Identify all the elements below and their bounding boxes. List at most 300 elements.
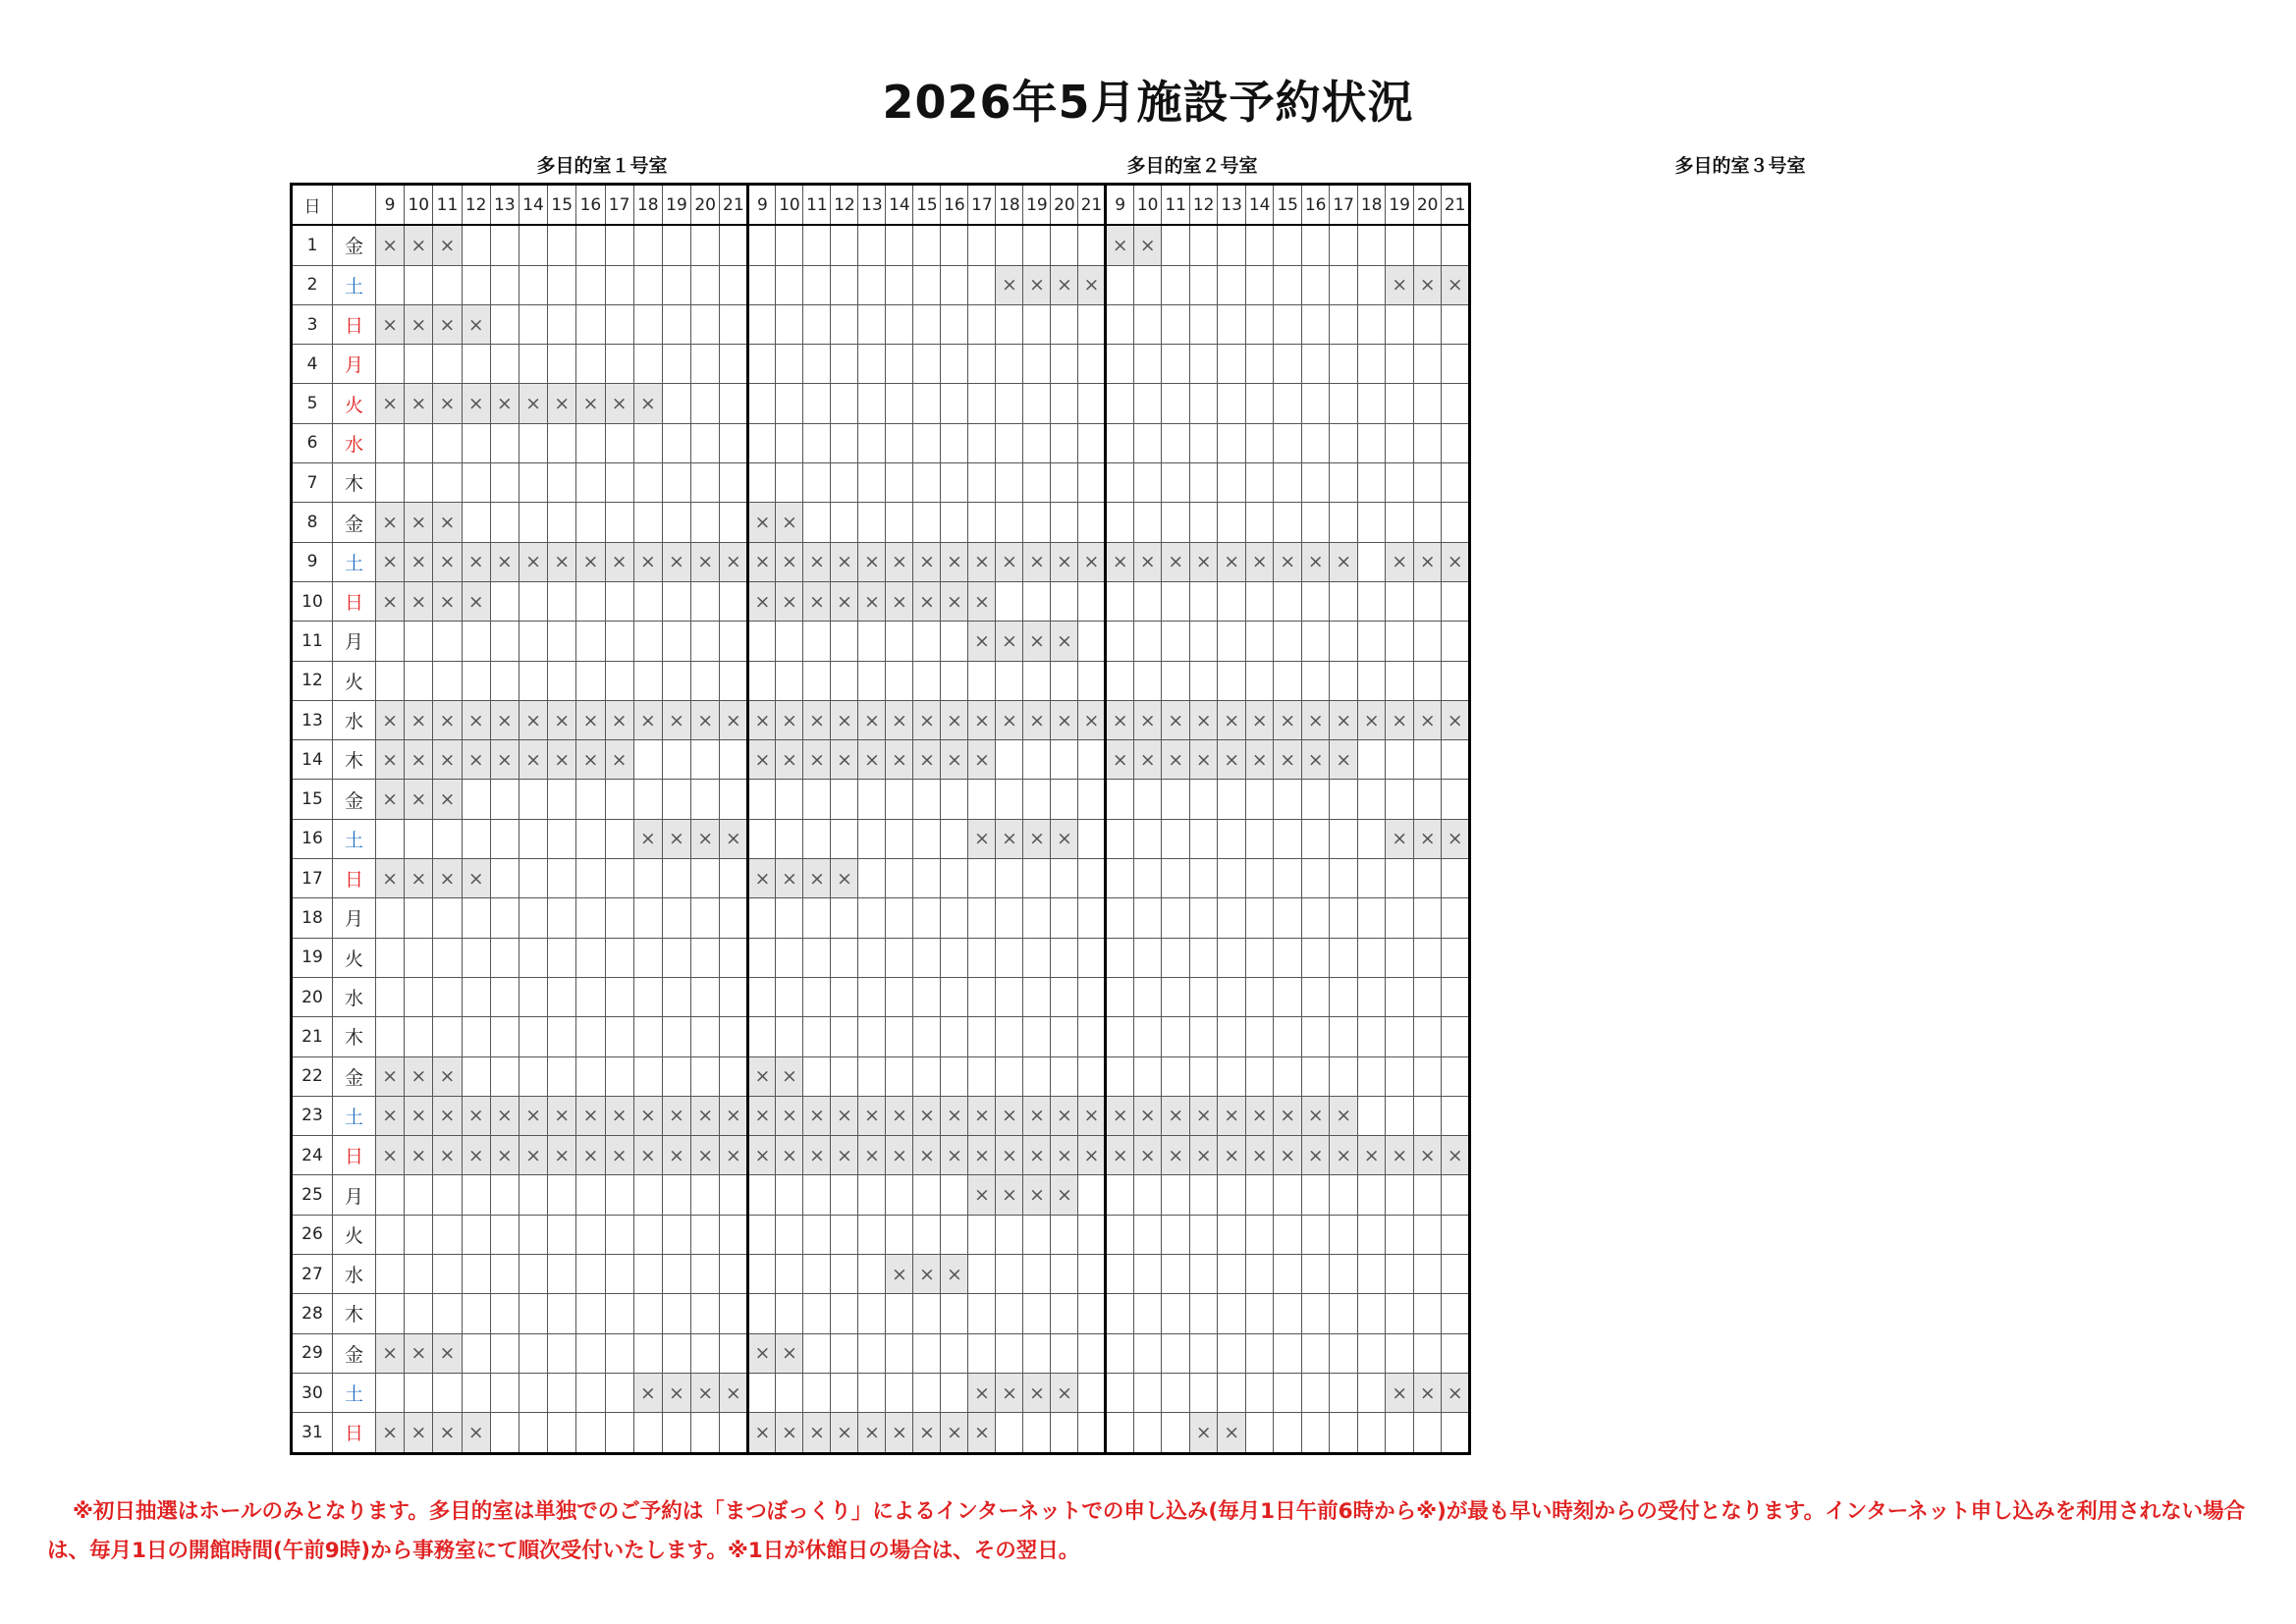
open-slot: [1330, 859, 1358, 898]
day-number: 24: [292, 1136, 333, 1175]
booked-slot: ×: [519, 542, 547, 581]
open-slot: [1357, 1056, 1386, 1096]
open-slot: [548, 661, 576, 700]
open-slot: [548, 463, 576, 503]
booked-slot: ×: [405, 1056, 433, 1096]
booked-slot: ×: [831, 1413, 858, 1453]
open-slot: [576, 661, 605, 700]
booked-slot: ×: [1023, 622, 1051, 661]
open-slot: [1218, 384, 1246, 423]
open-slot: [1078, 225, 1106, 265]
open-slot: [662, 859, 690, 898]
booked-slot: ×: [748, 1096, 776, 1135]
open-slot: [776, 384, 803, 423]
open-slot: [1413, 304, 1442, 344]
open-slot: [548, 1056, 576, 1096]
day-row: [292, 304, 1470, 344]
open-slot: [1023, 1413, 1051, 1453]
open-slot: [691, 661, 720, 700]
open-slot: [1442, 1294, 1470, 1333]
open-slot: [996, 661, 1023, 700]
open-slot: [691, 423, 720, 462]
hour-header-room2-15: 15: [913, 185, 941, 226]
booked-slot: ×: [886, 1136, 913, 1175]
open-slot: [1442, 780, 1470, 819]
hour-header-room2-17: 17: [968, 185, 996, 226]
open-slot: [776, 225, 803, 265]
open-slot: [968, 503, 996, 542]
booked-slot: ×: [691, 1136, 720, 1175]
open-slot: [519, 780, 547, 819]
booked-slot: ×: [1218, 1096, 1246, 1135]
open-slot: [803, 977, 831, 1016]
open-slot: [1357, 225, 1386, 265]
open-slot: [519, 463, 547, 503]
open-slot: [1218, 977, 1246, 1016]
booked-slot: ×: [941, 700, 968, 739]
open-slot: [691, 938, 720, 977]
day-row: [292, 977, 1470, 1016]
open-slot: [519, 661, 547, 700]
open-slot: [1051, 463, 1078, 503]
day-number: 18: [292, 898, 333, 938]
open-slot: [1218, 1373, 1246, 1412]
open-slot: [462, 345, 490, 384]
open-slot: [968, 1215, 996, 1254]
booked-slot: ×: [913, 740, 941, 780]
booked-slot: ×: [776, 581, 803, 621]
booked-slot: ×: [1330, 1096, 1358, 1135]
open-slot: [490, 1294, 519, 1333]
booked-slot: ×: [1051, 542, 1078, 581]
open-slot: [1442, 1056, 1470, 1096]
open-slot: [1218, 661, 1246, 700]
open-slot: [1106, 345, 1134, 384]
open-slot: [1133, 977, 1162, 1016]
open-slot: [996, 1294, 1023, 1333]
open-slot: [490, 898, 519, 938]
open-slot: [1274, 345, 1302, 384]
open-slot: [1023, 898, 1051, 938]
open-slot: [913, 819, 941, 858]
open-slot: [1330, 1017, 1358, 1056]
open-slot: [1023, 1215, 1051, 1254]
open-slot: [1357, 1373, 1386, 1412]
open-slot: [548, 977, 576, 1016]
open-slot: [1023, 780, 1051, 819]
open-slot: [776, 304, 803, 344]
open-slot: [548, 938, 576, 977]
open-slot: [776, 977, 803, 1016]
booked-slot: ×: [1051, 265, 1078, 304]
open-slot: [1245, 1175, 1274, 1215]
open-slot: [548, 581, 576, 621]
booked-slot: ×: [405, 1413, 433, 1453]
open-slot: [1413, 345, 1442, 384]
booked-slot: ×: [1301, 700, 1330, 739]
open-slot: [376, 898, 405, 938]
weekday-label: 土: [333, 542, 376, 581]
open-slot: [576, 938, 605, 977]
booked-slot: ×: [1106, 740, 1134, 780]
open-slot: [605, 661, 633, 700]
booked-slot: ×: [376, 542, 405, 581]
booked-slot: ×: [1245, 1136, 1274, 1175]
open-slot: [433, 1017, 462, 1056]
open-slot: [1413, 780, 1442, 819]
open-slot: [548, 622, 576, 661]
open-slot: [605, 225, 633, 265]
open-slot: [376, 1255, 405, 1294]
day-number: 10: [292, 581, 333, 621]
open-slot: [858, 1294, 886, 1333]
open-slot: [1301, 304, 1330, 344]
open-slot: [1413, 661, 1442, 700]
open-slot: [633, 1215, 662, 1254]
open-slot: [433, 1255, 462, 1294]
day-row: [292, 1175, 1470, 1215]
open-slot: [831, 423, 858, 462]
booked-slot: ×: [405, 780, 433, 819]
open-slot: [748, 1017, 776, 1056]
day-row: [292, 542, 1470, 581]
open-slot: [831, 1175, 858, 1215]
open-slot: [720, 780, 748, 819]
open-slot: [996, 463, 1023, 503]
open-slot: [886, 977, 913, 1016]
day-number: 15: [292, 780, 333, 819]
open-slot: [1218, 581, 1246, 621]
open-slot: [462, 225, 490, 265]
open-slot: [405, 1215, 433, 1254]
open-slot: [886, 384, 913, 423]
open-slot: [691, 1056, 720, 1096]
open-slot: [605, 780, 633, 819]
open-slot: [1078, 1056, 1106, 1096]
open-slot: [1051, 780, 1078, 819]
open-slot: [548, 225, 576, 265]
open-slot: [1106, 819, 1134, 858]
open-slot: [1245, 1413, 1274, 1453]
booked-slot: ×: [996, 1373, 1023, 1412]
open-slot: [913, 1017, 941, 1056]
open-slot: [803, 265, 831, 304]
open-slot: [968, 384, 996, 423]
open-slot: [633, 1056, 662, 1096]
open-slot: [490, 304, 519, 344]
open-slot: [803, 304, 831, 344]
open-slot: [1301, 819, 1330, 858]
open-slot: [462, 463, 490, 503]
open-slot: [376, 345, 405, 384]
booked-slot: ×: [662, 1096, 690, 1135]
open-slot: [1245, 581, 1274, 621]
open-slot: [1413, 740, 1442, 780]
open-slot: [405, 1373, 433, 1412]
day-number: 21: [292, 1017, 333, 1056]
open-slot: [662, 581, 690, 621]
open-slot: [1245, 1255, 1274, 1294]
open-slot: [1162, 1175, 1190, 1215]
open-slot: [1357, 859, 1386, 898]
open-slot: [1413, 1096, 1442, 1135]
open-slot: [858, 1056, 886, 1096]
booked-slot: ×: [886, 1413, 913, 1453]
open-slot: [1386, 1413, 1414, 1453]
open-slot: [548, 1294, 576, 1333]
open-slot: [1023, 1017, 1051, 1056]
open-slot: [913, 938, 941, 977]
open-slot: [633, 1017, 662, 1056]
hour-header-room2-13: 13: [858, 185, 886, 226]
hour-header-room2-18: 18: [996, 185, 1023, 226]
open-slot: [1189, 423, 1218, 462]
open-slot: [633, 938, 662, 977]
booked-slot: ×: [662, 1373, 690, 1412]
booked-slot: ×: [748, 1333, 776, 1373]
open-slot: [968, 1017, 996, 1056]
open-slot: [1189, 384, 1218, 423]
open-slot: [1386, 503, 1414, 542]
open-slot: [1078, 1215, 1106, 1254]
open-slot: [1106, 1333, 1134, 1373]
open-slot: [519, 265, 547, 304]
open-slot: [519, 1373, 547, 1412]
open-slot: [720, 977, 748, 1016]
booked-slot: ×: [996, 700, 1023, 739]
open-slot: [776, 898, 803, 938]
open-slot: [691, 265, 720, 304]
day-number: 20: [292, 977, 333, 1016]
open-slot: [633, 661, 662, 700]
open-slot: [376, 265, 405, 304]
open-slot: [1023, 304, 1051, 344]
booked-slot: ×: [1162, 740, 1190, 780]
open-slot: [1106, 1294, 1134, 1333]
booked-slot: ×: [776, 542, 803, 581]
open-slot: [405, 819, 433, 858]
open-slot: [1023, 661, 1051, 700]
weekday-label: 月: [333, 898, 376, 938]
open-slot: [462, 622, 490, 661]
open-slot: [1357, 780, 1386, 819]
weekday-label: 火: [333, 938, 376, 977]
open-slot: [803, 661, 831, 700]
hour-header-room3-10: 10: [1133, 185, 1162, 226]
booked-slot: ×: [1023, 1373, 1051, 1412]
booked-slot: ×: [405, 1096, 433, 1135]
open-slot: [490, 1333, 519, 1373]
day-number: 2: [292, 265, 333, 304]
open-slot: [462, 661, 490, 700]
open-slot: [548, 304, 576, 344]
day-number: 5: [292, 384, 333, 423]
weekday-label: 火: [333, 661, 376, 700]
open-slot: [831, 503, 858, 542]
open-slot: [405, 661, 433, 700]
open-slot: [1051, 345, 1078, 384]
open-slot: [1386, 938, 1414, 977]
open-slot: [831, 1294, 858, 1333]
open-slot: [1274, 1373, 1302, 1412]
open-slot: [941, 1294, 968, 1333]
open-slot: [941, 304, 968, 344]
open-slot: [1218, 898, 1246, 938]
open-slot: [462, 1255, 490, 1294]
open-slot: [1274, 503, 1302, 542]
booked-slot: ×: [433, 1136, 462, 1175]
open-slot: [1386, 1333, 1414, 1373]
booked-slot: ×: [633, 700, 662, 739]
open-slot: [858, 304, 886, 344]
open-slot: [1133, 463, 1162, 503]
open-slot: [803, 780, 831, 819]
open-slot: [748, 661, 776, 700]
booked-slot: ×: [720, 819, 748, 858]
open-slot: [576, 345, 605, 384]
booked-slot: ×: [1413, 265, 1442, 304]
open-slot: [1386, 225, 1414, 265]
booked-slot: ×: [776, 1333, 803, 1373]
open-slot: [1133, 819, 1162, 858]
open-slot: [462, 1056, 490, 1096]
day-number: 27: [292, 1255, 333, 1294]
open-slot: [858, 859, 886, 898]
open-slot: [691, 1017, 720, 1056]
open-slot: [1330, 1255, 1358, 1294]
day-row: [292, 265, 1470, 304]
open-slot: [548, 859, 576, 898]
booked-slot: ×: [886, 700, 913, 739]
booked-slot: ×: [1078, 265, 1106, 304]
open-slot: [1189, 463, 1218, 503]
open-slot: [691, 463, 720, 503]
open-slot: [576, 977, 605, 1016]
open-slot: [548, 265, 576, 304]
booked-slot: ×: [1413, 542, 1442, 581]
open-slot: [941, 503, 968, 542]
open-slot: [662, 1056, 690, 1096]
open-slot: [576, 503, 605, 542]
open-slot: [858, 225, 886, 265]
open-slot: [662, 463, 690, 503]
booked-slot: ×: [662, 1136, 690, 1175]
hour-header-room2-21: 21: [1078, 185, 1106, 226]
open-slot: [858, 819, 886, 858]
open-slot: [720, 1255, 748, 1294]
booked-slot: ×: [462, 384, 490, 423]
booked-slot: ×: [748, 581, 776, 621]
open-slot: [1274, 622, 1302, 661]
open-slot: [1162, 780, 1190, 819]
open-slot: [748, 938, 776, 977]
open-slot: [1245, 1373, 1274, 1412]
hour-header-room1-21: 21: [720, 185, 748, 226]
open-slot: [1274, 819, 1302, 858]
booked-slot: ×: [576, 740, 605, 780]
open-slot: [1106, 1056, 1134, 1096]
open-slot: [1245, 1294, 1274, 1333]
weekday-label: 月: [333, 1175, 376, 1215]
open-slot: [831, 1056, 858, 1096]
hour-header-room1-18: 18: [633, 185, 662, 226]
day-row: [292, 1333, 1470, 1373]
open-slot: [1106, 1017, 1134, 1056]
booked-slot: ×: [662, 542, 690, 581]
open-slot: [1189, 622, 1218, 661]
open-slot: [1330, 304, 1358, 344]
hour-header-room3-9: 9: [1106, 185, 1134, 226]
booked-slot: ×: [776, 1413, 803, 1453]
open-slot: [720, 1175, 748, 1215]
booked-slot: ×: [886, 1255, 913, 1294]
open-slot: [1386, 859, 1414, 898]
open-slot: [519, 859, 547, 898]
booked-slot: ×: [748, 1136, 776, 1175]
open-slot: [576, 1017, 605, 1056]
weekday-label: 水: [333, 423, 376, 462]
open-slot: [1245, 898, 1274, 938]
booked-slot: ×: [1023, 265, 1051, 304]
open-slot: [776, 423, 803, 462]
booked-slot: ×: [376, 1413, 405, 1453]
open-slot: [576, 304, 605, 344]
open-slot: [1189, 1255, 1218, 1294]
booked-slot: ×: [433, 1413, 462, 1453]
open-slot: [1023, 1255, 1051, 1294]
open-slot: [1245, 384, 1274, 423]
booked-slot: ×: [720, 1096, 748, 1135]
open-slot: [968, 345, 996, 384]
open-slot: [1218, 1017, 1246, 1056]
open-slot: [1442, 581, 1470, 621]
open-slot: [691, 898, 720, 938]
open-slot: [831, 898, 858, 938]
booked-slot: ×: [1245, 1096, 1274, 1135]
booked-slot: ×: [996, 1096, 1023, 1135]
booked-slot: ×: [1330, 740, 1358, 780]
open-slot: [968, 780, 996, 819]
open-slot: [1218, 265, 1246, 304]
open-slot: [376, 1017, 405, 1056]
open-slot: [1078, 423, 1106, 462]
open-slot: [519, 898, 547, 938]
booked-slot: ×: [1357, 1136, 1386, 1175]
open-slot: [968, 225, 996, 265]
open-slot: [886, 1294, 913, 1333]
open-slot: [1106, 463, 1134, 503]
open-slot: [1301, 1017, 1330, 1056]
open-slot: [1078, 581, 1106, 621]
open-slot: [803, 1175, 831, 1215]
day-number: 14: [292, 740, 333, 780]
booked-slot: ×: [1051, 1136, 1078, 1175]
open-slot: [1330, 622, 1358, 661]
open-slot: [996, 1215, 1023, 1254]
booked-slot: ×: [405, 225, 433, 265]
day-row: [292, 740, 1470, 780]
open-slot: [1078, 661, 1106, 700]
open-slot: [1245, 622, 1274, 661]
open-slot: [1106, 1373, 1134, 1412]
booked-slot: ×: [776, 1056, 803, 1096]
open-slot: [831, 1373, 858, 1412]
booked-slot: ×: [462, 740, 490, 780]
open-slot: [1162, 345, 1190, 384]
open-slot: [913, 1333, 941, 1373]
open-slot: [1274, 780, 1302, 819]
booked-slot: ×: [1051, 1096, 1078, 1135]
